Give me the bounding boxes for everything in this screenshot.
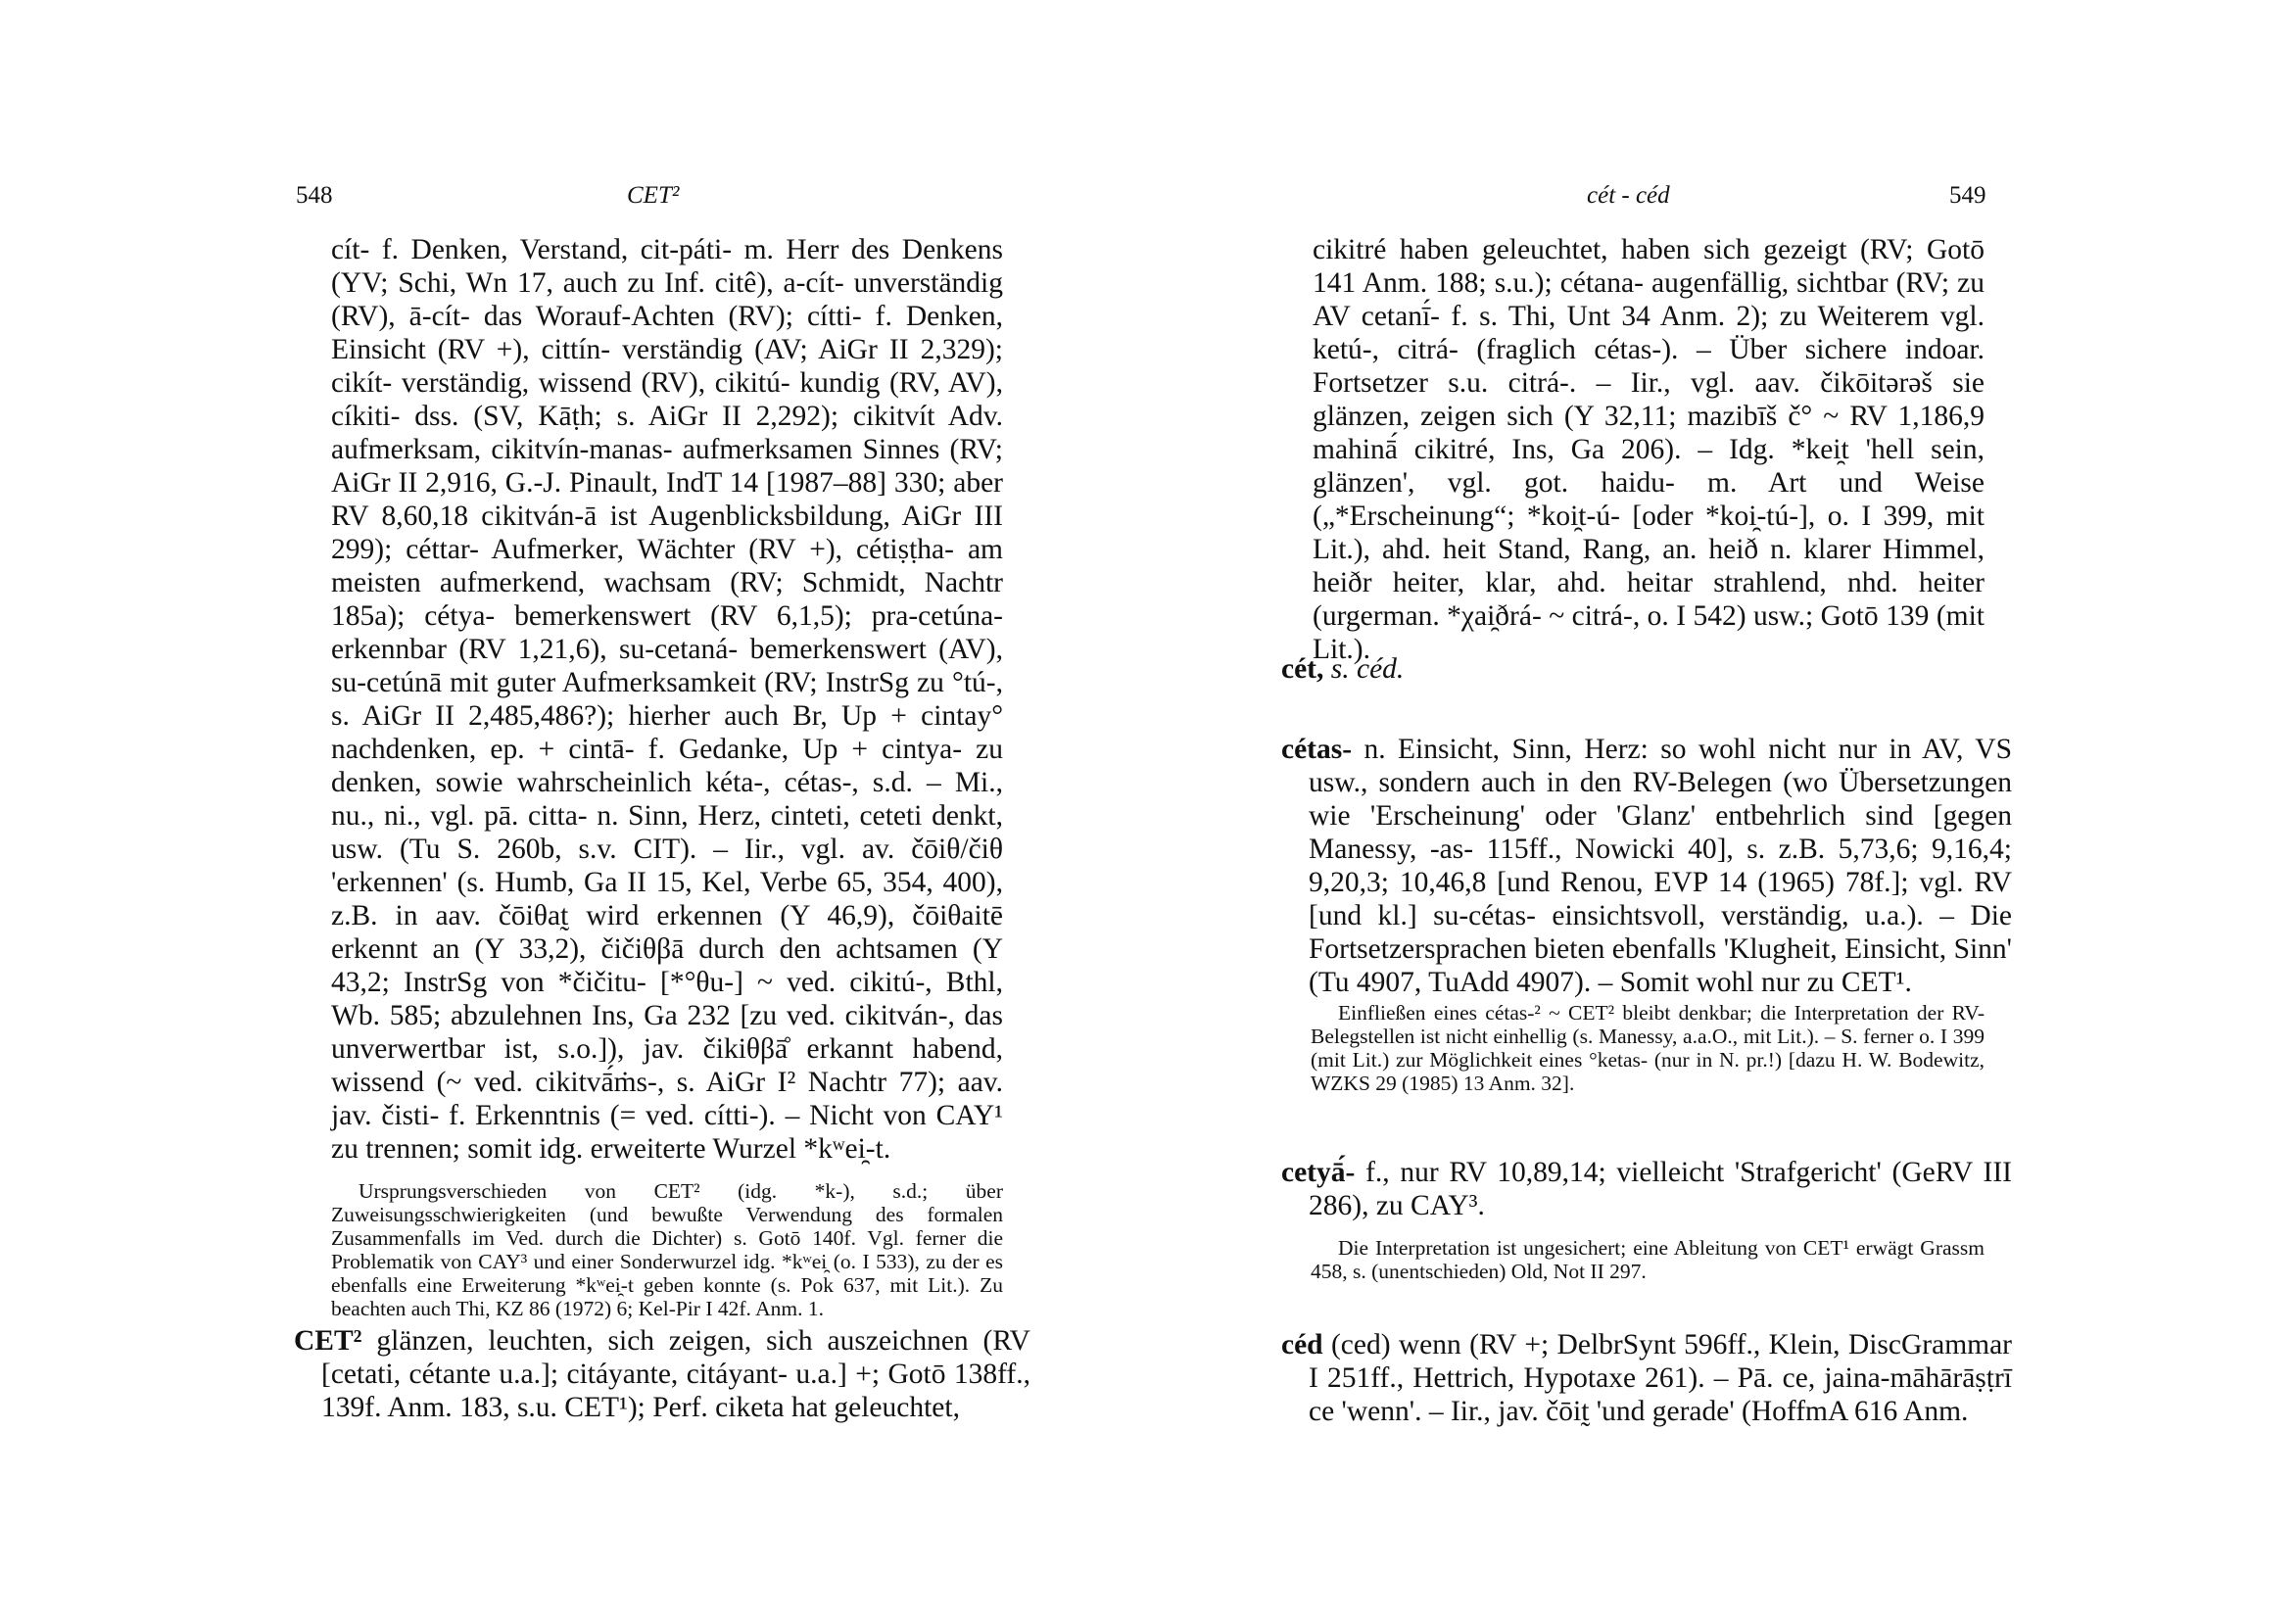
note-paragraph: Ursprungsverschieden von CET² (idg. *k-), s.d.; über Zuweisungsschwierigkeiten (und bewußte Verwendung des formalen Zusammenfalls im Ved. durch die Dichter) s. Gotō 140f. Vgl. ferner die Problematik von CAY³ und einer Sonderwurzel idg. *kʷei̯ (o. I 533), zu der es ebenfalls eine Erweiterung *kʷei̯-t geben konnte (s. Pok 637, mit Lit.). Zu beachten auch Thi, KZ 86 (1972) 6; Kel-Pir I 42f. Anm. 1. [331,1179,1003,1320]
main-paragraph: cít- f. Denken, Verstand, cit-páti- m. Herr des Denkens (YV; Schi, Wn 17, auch zu Inf. citê), a-cít- unverständig (RV), ā-cít- das Worauf-Achten (RV); cítti- f. Denken, Einsicht (RV +), cittín- verständig (AV; AiGr II 2,329); cikít- verständig, wissend (RV), cikitú- kundig (RV, AV), cíkiti- dss. (SV, Kāṭh; s. AiGr II 2,292); cikitvít Adv. aufmerksam, cikitvín-manas- aufmerksamen Sinnes (RV; AiGr II 2,916, G.-J. Pinault, IndT 14 [1987–88] 330; aber RV 8,60,18 cikitván-ā ist Augenblicksbildung, AiGr III 299); céttar- Aufmerker, Wächter (RV +), cétiṣṭha- am meisten aufmerkend, wachsam (RV; Schmidt, Nachtr 185a); cétya- bemerkenswert (RV 6,1,5); pra-cetúna- erkennbar (RV 1,21,6), su-cetaná- bemerkenswert (AV), su-cetúnā mit guter Aufmerksamkeit (RV; InstrSg zu °tú-, s. AiGr II 2,485,486?); hierher auch Br, Up + cintay° nachdenken, ep. + cintā- f. Gedanke, Up + cintya- zu denken, sowie wahrscheinlich kéta-, cétas-, s.d. – Mi., nu., ni., vgl. pā. citta- n. Sinn, Herz, cinteti, ceteti denkt, usw. (Tu S. 260b, s.v. CIT). – Iir., vgl. av. čōiθ/čiθ 'erkennen' (s. Humb, Ga II 15, Kel, Verbe 65, 354, 400), z.B. in aav. čōiθat̰ wird erkennen (Y 46,9), čōiθaitē erkennt an (Y 33,2), čičiθβā durch den achtsamen (Y 43,2; InstrSg von *čičitu- [*°θu-] ~ ved. cikitú-, Bthl, Wb. 585; abzulehnen Ins, Ga 232 [zu ved. cikitván-, das unverwertbar ist, s.o.]), jav. čikiθβā̊ erkannt habend, wissend (~ ved. cikitvā́ṁs-, s. AiGr I² Nachtr 77); aav. jav. čisti- f. Erkenntnis (= ved. cítti-). – Nicht von CAY¹ zu trennen; somit idg. erweiterte Wurzel *kʷei̯-t. [331,234,1003,1165]
entry-cet2 [294,1324,1030,1424]
headword-cetas: cétas- [1281,734,1353,765]
entry-ced [1281,1328,2012,1428]
continuation-paragraph: cikitré haben geleuchtet, haben sich gezeigt (RV; Gotō 141 Anm. 188; s.u.); cétana- augenfällig, sichtbar (RV; zu AV cetanī́- f. s. Thi, Unt 34 Anm. 2); zu Weiterem vgl. ketú-, citrá- (fraglich cétas-). – Über sichere indoar. Fortsetzer s.u. citrá-. – Iir., vgl. aav. čikōitərəš sie glänzen, zeigen sich (Y 32,11; mazibīš č° ~ RV 1,186,9 mahinā́ cikitré, Ins, Ga 206). – Idg. *kei̯t 'hell sein, glänzen', vgl. got. haidu- m. Art und Weise („*Erscheinung“; *koi̯t-ú- [oder *koi̯-tú-], o. I 399, mit Lit.), ahd. heit Stand, Rang, an. heið n. klarer Himmel, heiðr heiter, klar, ahd. heitar strahlend, nhd. heiter (urgerman. *χai̯ðrá- ~ citrá-, o. I 542) usw.; Gotō 139 (mit Lit.). [1313,234,1985,665]
entry-ced-text: (ced) wenn (RV +; DelbrSynt 596ff., Klein, DiscGrammar I 251ff., Hettrich, Hypotaxe 261). – Pā. ce, jaina-māhārāṣṭrī ce 'wenn'. – Iir., jav. čōit̰ 'und gerade' (HoffmA 616 Anm. [1309,1329,2012,1427]
note-cetya: Die Interpretation ist ungesichert; eine Ableitung von CET¹ erwägt Grassm 458, s. (unentschieden) Old, Not II 297. [1311,1236,1985,1283]
page-number-right: 549 [1949,182,1986,209]
note-cetas: Einfließen eines cétas-² ~ CET² bleibt denkbar; die Interpretation der RV-Belegstellen ist nicht einhellig (s. Manessy, a.a.O., mit Lit.). – S. ferner o. I 399 (mit Lit.) zur Möglichkeit eines °ketas- (nur in N. pr.!) [dazu H. W. Bodewitz, WZKS 29 (1985) 13 Anm. 32]. [1311,1001,1985,1095]
entry-cetya [1281,1156,2012,1222]
right-continuation [1313,233,1985,666]
right-page [1148,0,2296,1622]
entry-cetas-text: n. Einsicht, Sinn, Herz: so wohl nicht nur in AV, VS usw., sondern auch in den RV-Belegen (wo Übersetzungen wie 'Erscheinung' oder 'Glanz' entbehrlich sind [gegen Manessy, -as- 115ff., Nowicki 40], s. z.B. 5,73,6; 9,16,4; 9,20,3; 10,46,8 [und Renou, EVP 14 (1965) 78f.]; vgl. RV [und kl.] su-cétas- einsichtsvoll, verständig, u.a.). – Die Fortsetzersprachen bieten ebenfalls 'Klugheit, Einsicht, Sinn' (Tu 4907, TuAdd 4907). – Somit wohl nur zu CET¹. [1309,734,2013,998]
entry-cet2-text: glänzen, leuchten, sich zeigen, sich auszeichnen (RV [cetati, cétante u.a.]; citáyante, citáyant- u.a.] +; Gotō 138ff., 139f. Anm. 183, s.u. CET¹); Perf. ciketa hat geleuchtet, [321,1325,1030,1423]
entry-cet-text: s. céd. [1330,653,1405,685]
running-head-left: CET² [627,182,680,209]
left-column [331,233,1003,1320]
entry-cetas [1281,733,2012,999]
page-number-left: 548 [296,182,333,209]
entry-cet [1281,652,2012,686]
headword-cet: cét, [1281,653,1324,685]
headword-cet2: CET² [294,1325,362,1357]
entry-cetya-text: f., nur RV 10,89,14; vielleicht 'Strafgericht' (GeRV III 286), zu CAY³. [1309,1157,2013,1221]
headword-cetya: cetyā́- [1281,1157,1356,1188]
running-head-right: cét - céd [1587,182,1670,209]
headword-ced: céd [1281,1329,1323,1360]
